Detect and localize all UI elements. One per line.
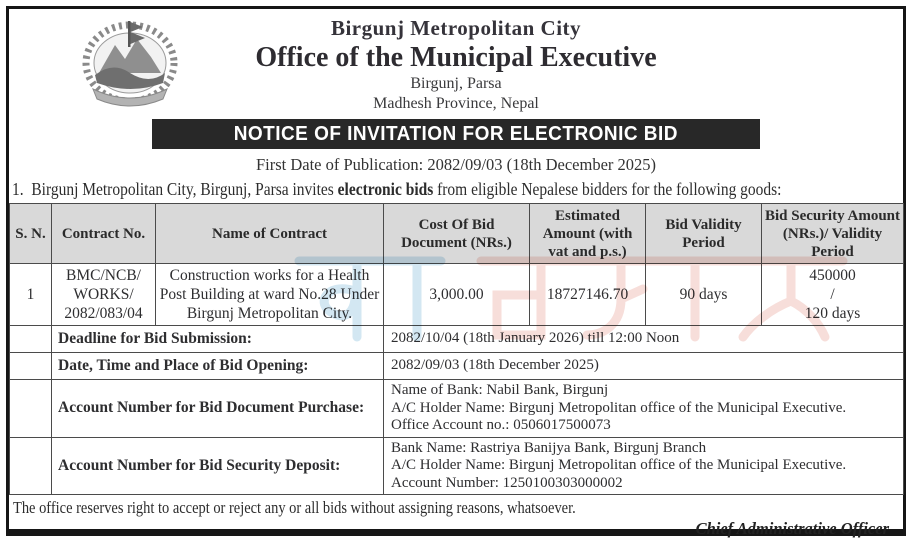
col-header-contract-no: Contract No. (52, 204, 156, 264)
intro-clause (12, 179, 903, 200)
cell-empty-sn (10, 380, 52, 438)
opening-value: 2082/09/03 (18th December 2025) (384, 353, 904, 380)
bid-table (9, 203, 904, 495)
deadline-label: Deadline for Bid Submission: (52, 326, 384, 353)
col-header-security: Bid Security Amount (NRs.)/ Validity Period (762, 204, 904, 264)
notice-banner-text: NOTICE OF INVITATION FOR ELECTRONIC BID (233, 123, 679, 145)
col-header-sn: S. N. (10, 204, 52, 264)
intro-text-before: Birgunj Metropolitan City, Birgunj, Parsa invites (31, 179, 338, 199)
purchase-account-value: Name of Bank: Nabil Bank, Birgunj A/C Holder Name: Birgunj Metropolitan office of the Municipal Executive. Office Account no.: 0506017500073 (384, 380, 904, 438)
municipality-title: Birgunj Metropolitan City (330, 16, 582, 40)
signatory: Chief Administrative Officer (695, 519, 889, 538)
deadline-value: 2082/10/04 (18th January 2026) till 12:00 Noon (384, 326, 904, 353)
table-row (10, 326, 904, 353)
table-row (10, 437, 904, 495)
cell-empty-sn (10, 326, 52, 353)
opening-label: Date, Time and Place of Bid Opening: (52, 353, 384, 380)
cell-empty-sn (10, 353, 52, 380)
security-account-label: Account Number for Bid Security Deposit: (52, 437, 384, 495)
cell-empty-sn (10, 437, 52, 495)
intro-text-bold: electronic bids (337, 179, 434, 199)
disclaimer-text: The office reserves right to accept or reject any or all bids without assigning reasons, whatsoever. (13, 498, 576, 517)
table-row (10, 264, 904, 326)
table-row (10, 353, 904, 380)
cell-contract-name: Construction works for a Health Post Building at ward No.28 Under Birgunj Metropolitan City. (156, 264, 384, 326)
table-row (10, 380, 904, 438)
table-header-row (10, 204, 904, 264)
clause-number: 1. (12, 179, 24, 199)
col-header-estimated: Estimated Amount (with vat and p.s.) (530, 204, 646, 264)
address-line-2: Madhesh Province, Nepal (373, 95, 539, 112)
publication-date-line: First Date of Publication: 2082/09/03 (18th December 2025) (255, 155, 657, 174)
nepal-emblem-icon (71, 11, 189, 111)
purchase-account-label: Account Number for Bid Document Purchase: (52, 380, 384, 438)
cell-security: 450000 / 120 days (762, 264, 904, 326)
cell-estimated: 18727146.70 (530, 264, 646, 326)
security-account-value: Bank Name: Rastriya Banijya Bank, Birgunj Branch A/C Holder Name: Birgunj Metropolitan office of the Municipal Executive. Account Number: 1250100303000002 (384, 437, 904, 495)
office-title: Office of the Municipal Executive (255, 42, 657, 73)
cell-cost: 3,000.00 (384, 264, 530, 326)
notice-document (6, 6, 906, 536)
col-header-cost: Cost Of Bid Document (NRs.) (384, 204, 530, 264)
cell-contract-no: BMC/NCB/ WORKS/ 2082/083/04 (52, 264, 156, 326)
address-line-1: Birgunj, Parsa (410, 75, 502, 92)
col-header-validity: Bid Validity Period (646, 204, 762, 264)
cell-validity: 90 days (646, 264, 762, 326)
col-header-name: Name of Contract (156, 204, 384, 264)
cell-sn: 1 (10, 264, 52, 326)
disclaimer (13, 498, 903, 518)
intro-text-after: from eligible Nepalese bidders for the following goods: (433, 179, 782, 199)
notice-banner (152, 119, 760, 149)
